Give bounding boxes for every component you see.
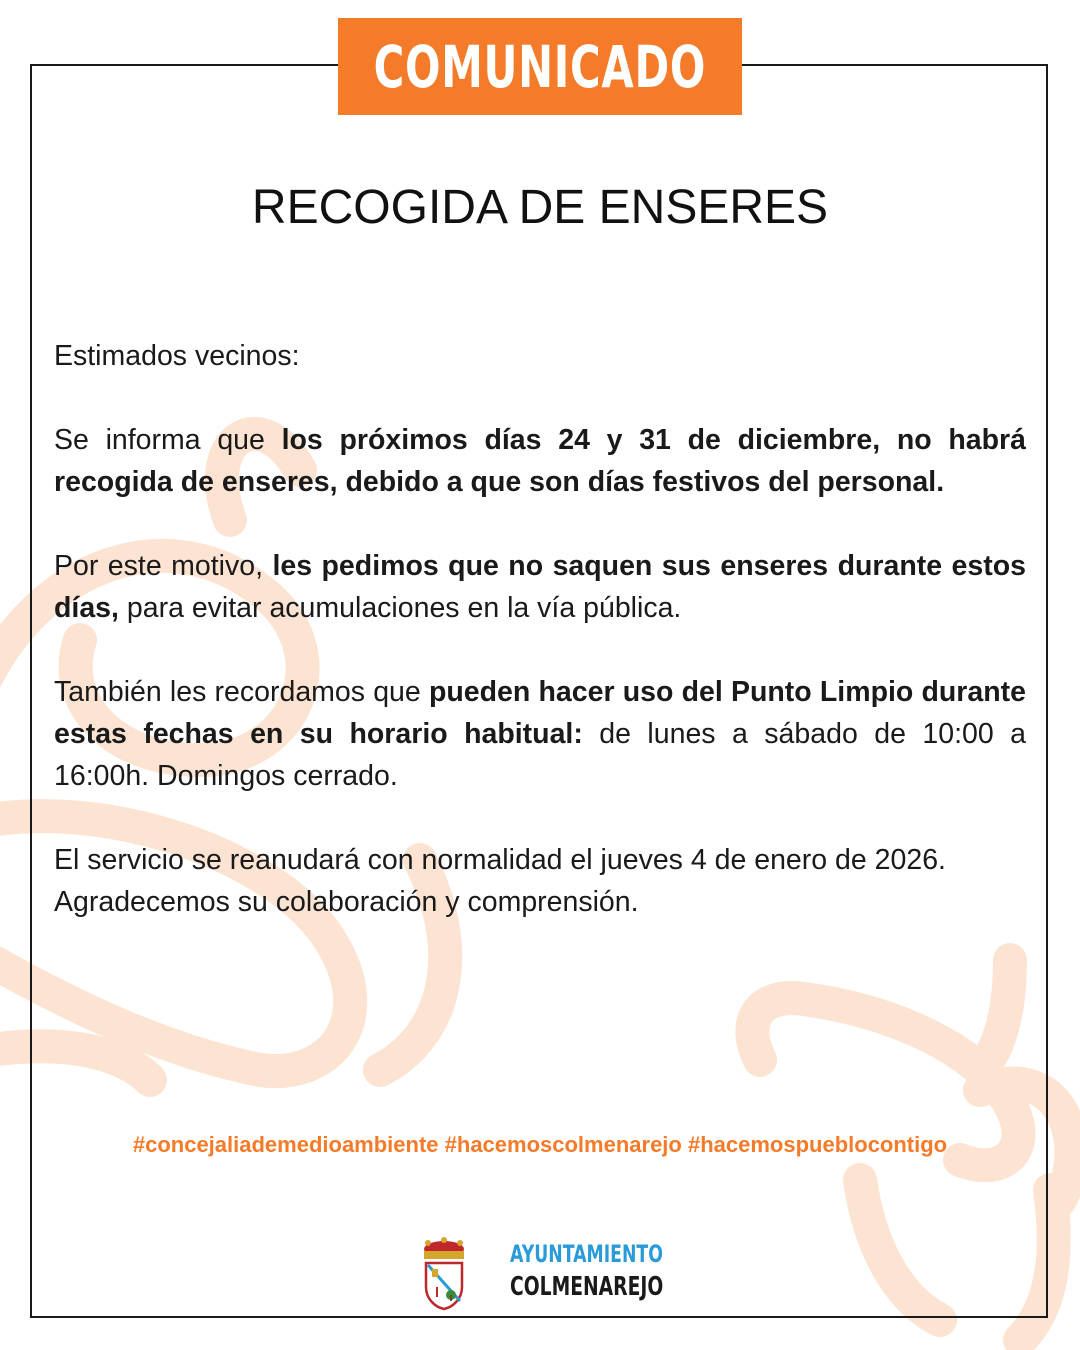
coat-of-arms-icon [420, 1235, 468, 1311]
greeting: Estimados vecinos: [54, 340, 300, 372]
ayuntamiento-logo-text [510, 1238, 723, 1304]
paragraph-5: Agradecemos su colaboración y comprensión. [54, 886, 639, 918]
hashtags: #concejaliademedioambiente #hacemoscolmenarejo #hacemospueblocontigo [132, 1132, 948, 1157]
paragraph-2: Por este motivo, les pedimos que no saquen sus enseres durante estos días, para evitar acumulaciones en la vía pública. [54, 550, 1026, 624]
badge-label: COMUNICADO [373, 32, 707, 101]
page-title: RECOGIDA DE ENSERES [251, 181, 829, 234]
logo-line-1: AYUNTAMIENTO [510, 1240, 663, 1268]
paragraph-4: El servicio se reanudará con normalidad el jueves 4 de enero de 2026. [54, 844, 946, 876]
notice-body [54, 335, 1026, 923]
paragraph-1: Se informa que los próximos días 24 y 31 de diciembre, no habrá recogida de enseres, debido a que son días festivos del personal. [54, 424, 1026, 498]
paragraph-3: También les recordamos que pueden hacer uso del Punto Limpio durante estas fechas en su horario habitual: de lunes a sábado de 10:00 a 16:00h. Domingos cerrado. [54, 676, 1027, 792]
comunicado-badge [338, 18, 742, 115]
logo-line-2: COLMENAREJO [510, 1272, 664, 1302]
